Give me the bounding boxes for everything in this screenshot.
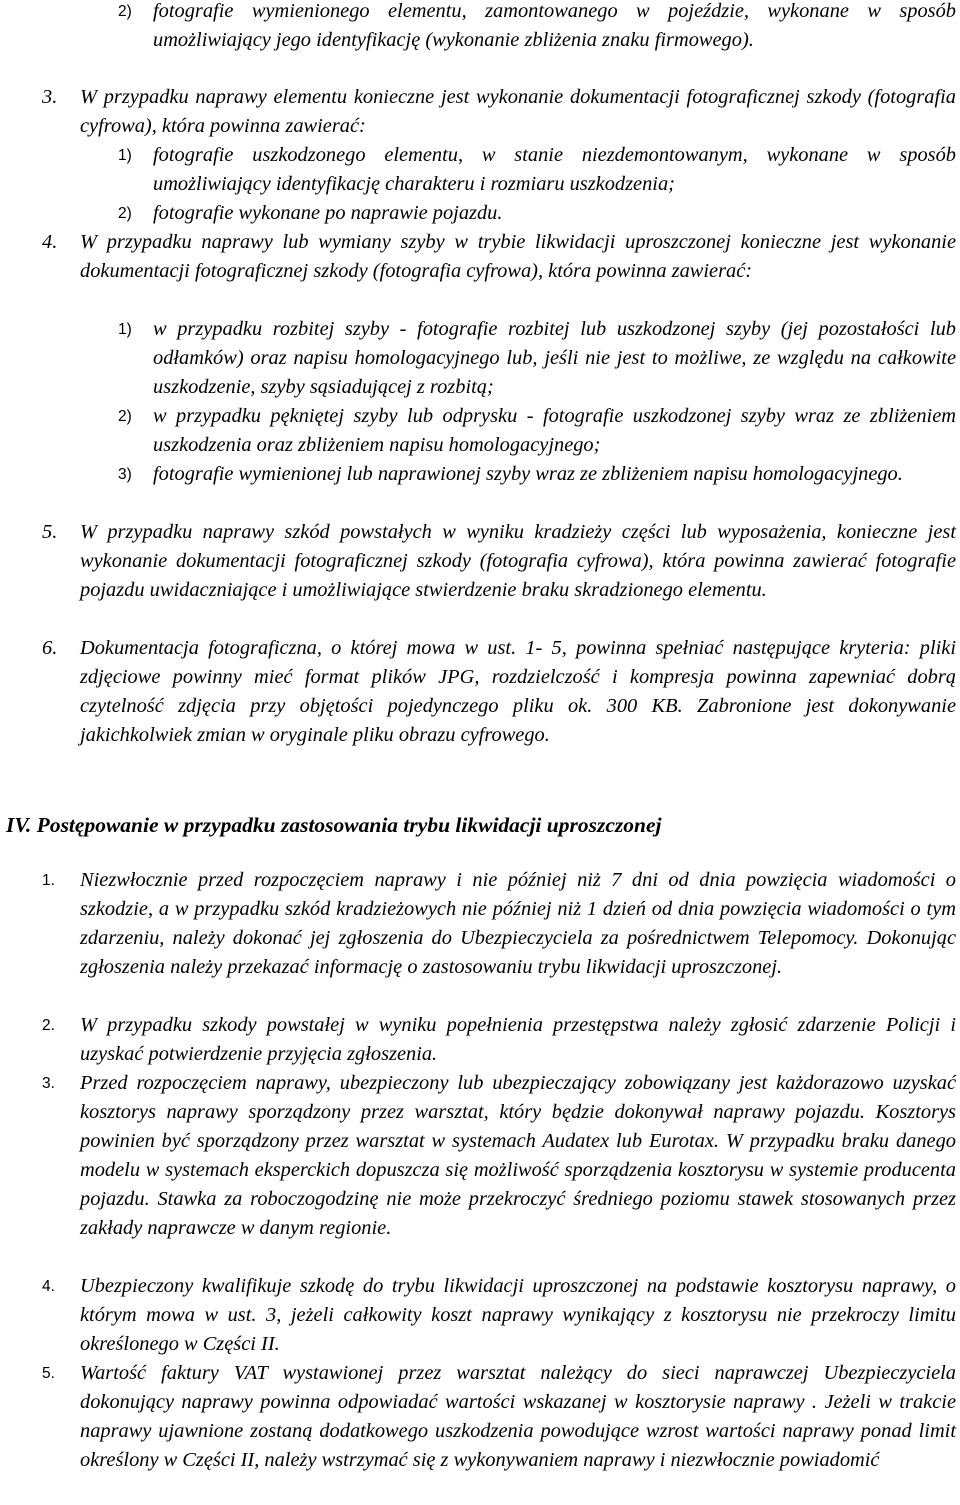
section-paragraph bbox=[42, 83, 956, 141]
list-number: 1. bbox=[42, 872, 55, 889]
section-number: 3. bbox=[42, 86, 58, 108]
list-item bbox=[42, 866, 956, 982]
list-text: W przypadku szkody powstałej w wyniku popełnienia przestępstwa należy zgłosić zdarzenie Policji i uzyskać potwierdzenie przyjęcia zgłoszenia. bbox=[80, 1014, 956, 1065]
list-item bbox=[118, 460, 956, 489]
list-number: 4. bbox=[42, 1278, 55, 1295]
list-text: Wartość faktury VAT wystawionej przez warsztat należący do sieci naprawczej Ubezpieczyciela dokonujący naprawy powinna odpowiadać wartości wskazanej w kosztorysie naprawy . Jeżeli w trakcie naprawy ujawnione zostaną dodatkowego uszkodzenia powodujące wzrost wartości naprawy ponad limit określony w Części II, należy wstrzymać się z wykonywaniem naprawy i niezwłocznie powiadomić bbox=[80, 1362, 956, 1471]
list-text: fotografie wymienionego elementu, zamontowanego w pojeździe, wykonane w sposób umożliwiający jego identyfikację (wykonanie zbliżenia znaku firmowego). bbox=[153, 0, 956, 51]
section-paragraph bbox=[42, 634, 956, 750]
list-number: 3) bbox=[118, 466, 132, 483]
list-number: 5. bbox=[42, 1365, 55, 1382]
list-item bbox=[42, 1359, 956, 1475]
list-item bbox=[118, 141, 956, 199]
list-text: fotografie wykonane po naprawie pojazdu. bbox=[153, 202, 503, 224]
list-number: 3. bbox=[42, 1075, 55, 1092]
list-number: 2) bbox=[118, 205, 132, 222]
section-number: 5. bbox=[42, 521, 58, 543]
list-item bbox=[118, 199, 956, 228]
list-text: Przed rozpoczęciem naprawy, ubezpieczony lub ubezpieczający zobowiązany jest każdorazowo uzyskać kosztorys naprawy sporządzony przez warsztat, który będzie dokonywał naprawy pojazdu. Kosztorys powinien być sporządzony przez warsztat w systemach Audatex lub Eurotax. W przypadku braku danego modelu w systemach eksperckich dopuszcza się możliwość sporządzenia kosztorysu w systemie producenta pojazdu. Stawka za roboczogodzinę nie może przekroczyć średniego poziomu stawek stosowanych przez zakłady naprawcze w danym regionie. bbox=[80, 1072, 956, 1239]
section-paragraph bbox=[42, 228, 956, 286]
list-text: fotografie wymienionej lub naprawionej szyby wraz ze zbliżeniem napisu homologacyjnego. bbox=[153, 463, 903, 485]
list-text: w przypadku rozbitej szyby - fotografie rozbitej lub uszkodzonej szyby (jej pozostałości lub odłamków) oraz napisu homologacyjnego lub, jeśli nie jest to możliwe, ze względu na całkowite uszkodzenie, szyby sąsiadującej z rozbitą; bbox=[153, 318, 956, 398]
section-number: 6. bbox=[42, 637, 58, 659]
list-text: Niezwłocznie przed rozpoczęciem naprawy i nie później niż 7 dni od dnia powzięcia wiadomości o szkodzie, a w przypadku szkód kradzieżowych nie później niż 1 dzień od dnia powzięcia wiadomości o tym zdarzeniu, należy dokonać jej zgłoszenia do Ubezpieczyciela za pośrednictwem Telepomocy. Dokonując zgłoszenia należy przekazać informację o zastosowaniu trybu likwidacji uproszczonej. bbox=[80, 869, 956, 978]
section-heading: IV. Postępowanie w przypadku zastosowania trybu likwidacji uproszczonej bbox=[6, 813, 662, 837]
list-item bbox=[118, 315, 956, 402]
section-text: W przypadku naprawy szkód powstałych w wyniku kradzieży części lub wyposażenia, konieczne jest wykonanie dokumentacji fotograficznej szkody (fotografia cyfrowa), która powinna zawierać fotografie pojazdu uwidaczniające i umożliwiające stwierdzenie braku skradzionego elementu. bbox=[80, 521, 956, 601]
list-number: 2. bbox=[42, 1017, 55, 1034]
list-number: 2) bbox=[118, 3, 132, 20]
section-text: Dokumentacja fotograficzna, o której mowa w ust. 1- 5, powinna spełniać następujące kryteria: pliki zdjęciowe powinny mieć format plików JPG, rozdzielczość i kompresja powinna zapewniać dobrą czytelność zdjęcia przy objętości pojedynczego pliku ok. 300 KB. Zabronione jest dokonywanie jakichkolwiek zmian w oryginale pliku obrazu cyfrowego. bbox=[80, 637, 956, 746]
section-paragraph bbox=[42, 518, 956, 605]
list-item bbox=[42, 1069, 956, 1243]
list-item bbox=[42, 1272, 956, 1359]
list-number: 1) bbox=[118, 147, 132, 164]
section-text: W przypadku naprawy lub wymiany szyby w trybie likwidacji uproszczonej konieczne jest wykonanie dokumentacji fotograficznej szkody (fotografia cyfrowa), która powinna zawierać: bbox=[80, 231, 956, 282]
list-text: w przypadku pękniętej szyby lub odprysku - fotografie uszkodzonej szyby wraz ze zbliżeniem uszkodzenia oraz zbliżeniem napisu homologacyjnego; bbox=[153, 405, 956, 456]
list-item bbox=[118, 0, 956, 55]
list-text: Ubezpieczony kwalifikuje szkodę do trybu likwidacji uproszczonej na podstawie kosztorysu naprawy, o którym mowa w ust. 3, jeżeli całkowity koszt naprawy wynikający z kosztorysu nie przekroczy limitu określonego w Części II. bbox=[80, 1275, 956, 1355]
list-text: fotografie uszkodzonego elementu, w stanie niezdemontowanym, wykonane w sposób umożliwiający identyfikację charakteru i rozmiaru uszkodzenia; bbox=[153, 144, 956, 195]
list-item bbox=[42, 1011, 956, 1069]
list-item bbox=[118, 402, 956, 460]
list-number: 1) bbox=[118, 321, 132, 338]
section-text: W przypadku naprawy elementu konieczne jest wykonanie dokumentacji fotograficznej szkody (fotografia cyfrowa), która powinna zawierać: bbox=[80, 86, 956, 137]
section-number: 4. bbox=[42, 231, 58, 253]
list-number: 2) bbox=[118, 408, 132, 425]
